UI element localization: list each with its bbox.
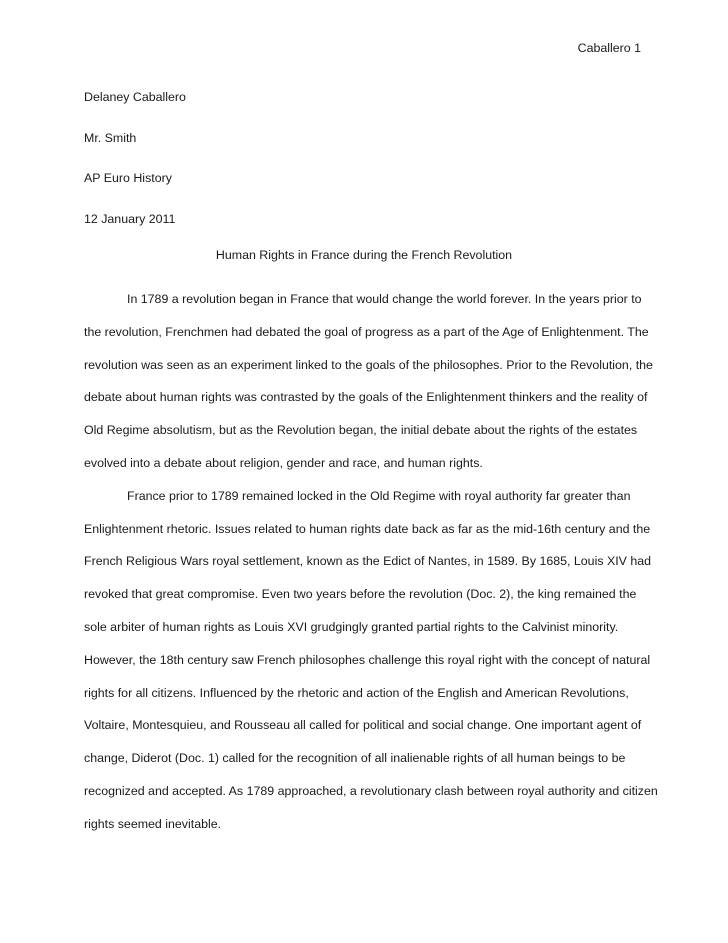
text-line: recognized and accepted. As 1789 approached, a revolutionary clash between royal authority and citizen [84,783,658,798]
heading-block [84,82,186,244]
text-line: French Religious Wars royal settlement, known as the Edict of Nantes, in 1589. By 1685, Louis XIV had [84,554,652,569]
text-line: Old Regime absolutism, but as the Revolution began, the initial debate about the rights of the estates [84,423,638,438]
text-line: evolved into a debate about religion, gender and race, and human rights. [84,455,483,470]
essay-body [84,283,658,841]
text-line: debate about human rights was contrasted by the goals of the Enlightenment thinkers and the reality of [84,390,648,405]
paragraph-1 [84,283,653,480]
text-line: In 1789 a revolution began in France that would change the world forever. In the years prior to [127,292,642,306]
course-name: AP Euro History [84,171,172,185]
text-line: change, Diderot (Doc. 1) called for the recognition of all inalienable rights of all human beings to be [84,751,626,766]
date: 12 January 2011 [84,211,176,226]
text-line: revoked that great compromise. Even two years before the revolution (Doc. 2), the king remained the [84,587,637,602]
text-line: rights seemed inevitable. [84,816,222,831]
text-line: revolution was seen as an experiment linked to the goals of the philosophes. Prior to the Revolution, the [84,357,653,372]
text-line: the revolution, Frenchmen had debated the goal of progress as a part of the Age of Enlightenment. The [84,324,649,339]
text-line: sole arbiter of human rights as Louis XVI grudgingly granted partial rights to the Calvinist minority. [84,619,619,634]
teacher-name: Mr. Smith [84,130,137,145]
paragraph-2 [84,480,658,841]
text-line: rights for all citizens. Influenced by the rhetoric and action of the English and American Revolutions, [84,685,629,700]
text-line: Voltaire, Montesquieu, and Rousseau all called for political and social change. One important agent of [84,718,642,733]
text-line: France prior to 1789 remained locked in the Old Regime with royal authority far greater than [127,488,631,503]
page-header: Caballero 1 [577,41,641,55]
essay-title: Human Rights in France during the French Revolution [215,248,513,262]
text-line: Enlightenment rhetoric. Issues related to human rights date back as far as the mid-16th century and the [84,521,651,536]
text-line: However, the 18th century saw French philosophes challenge this royal right with the concept of natural [84,652,651,667]
student-name: Delaney Caballero [84,90,186,104]
